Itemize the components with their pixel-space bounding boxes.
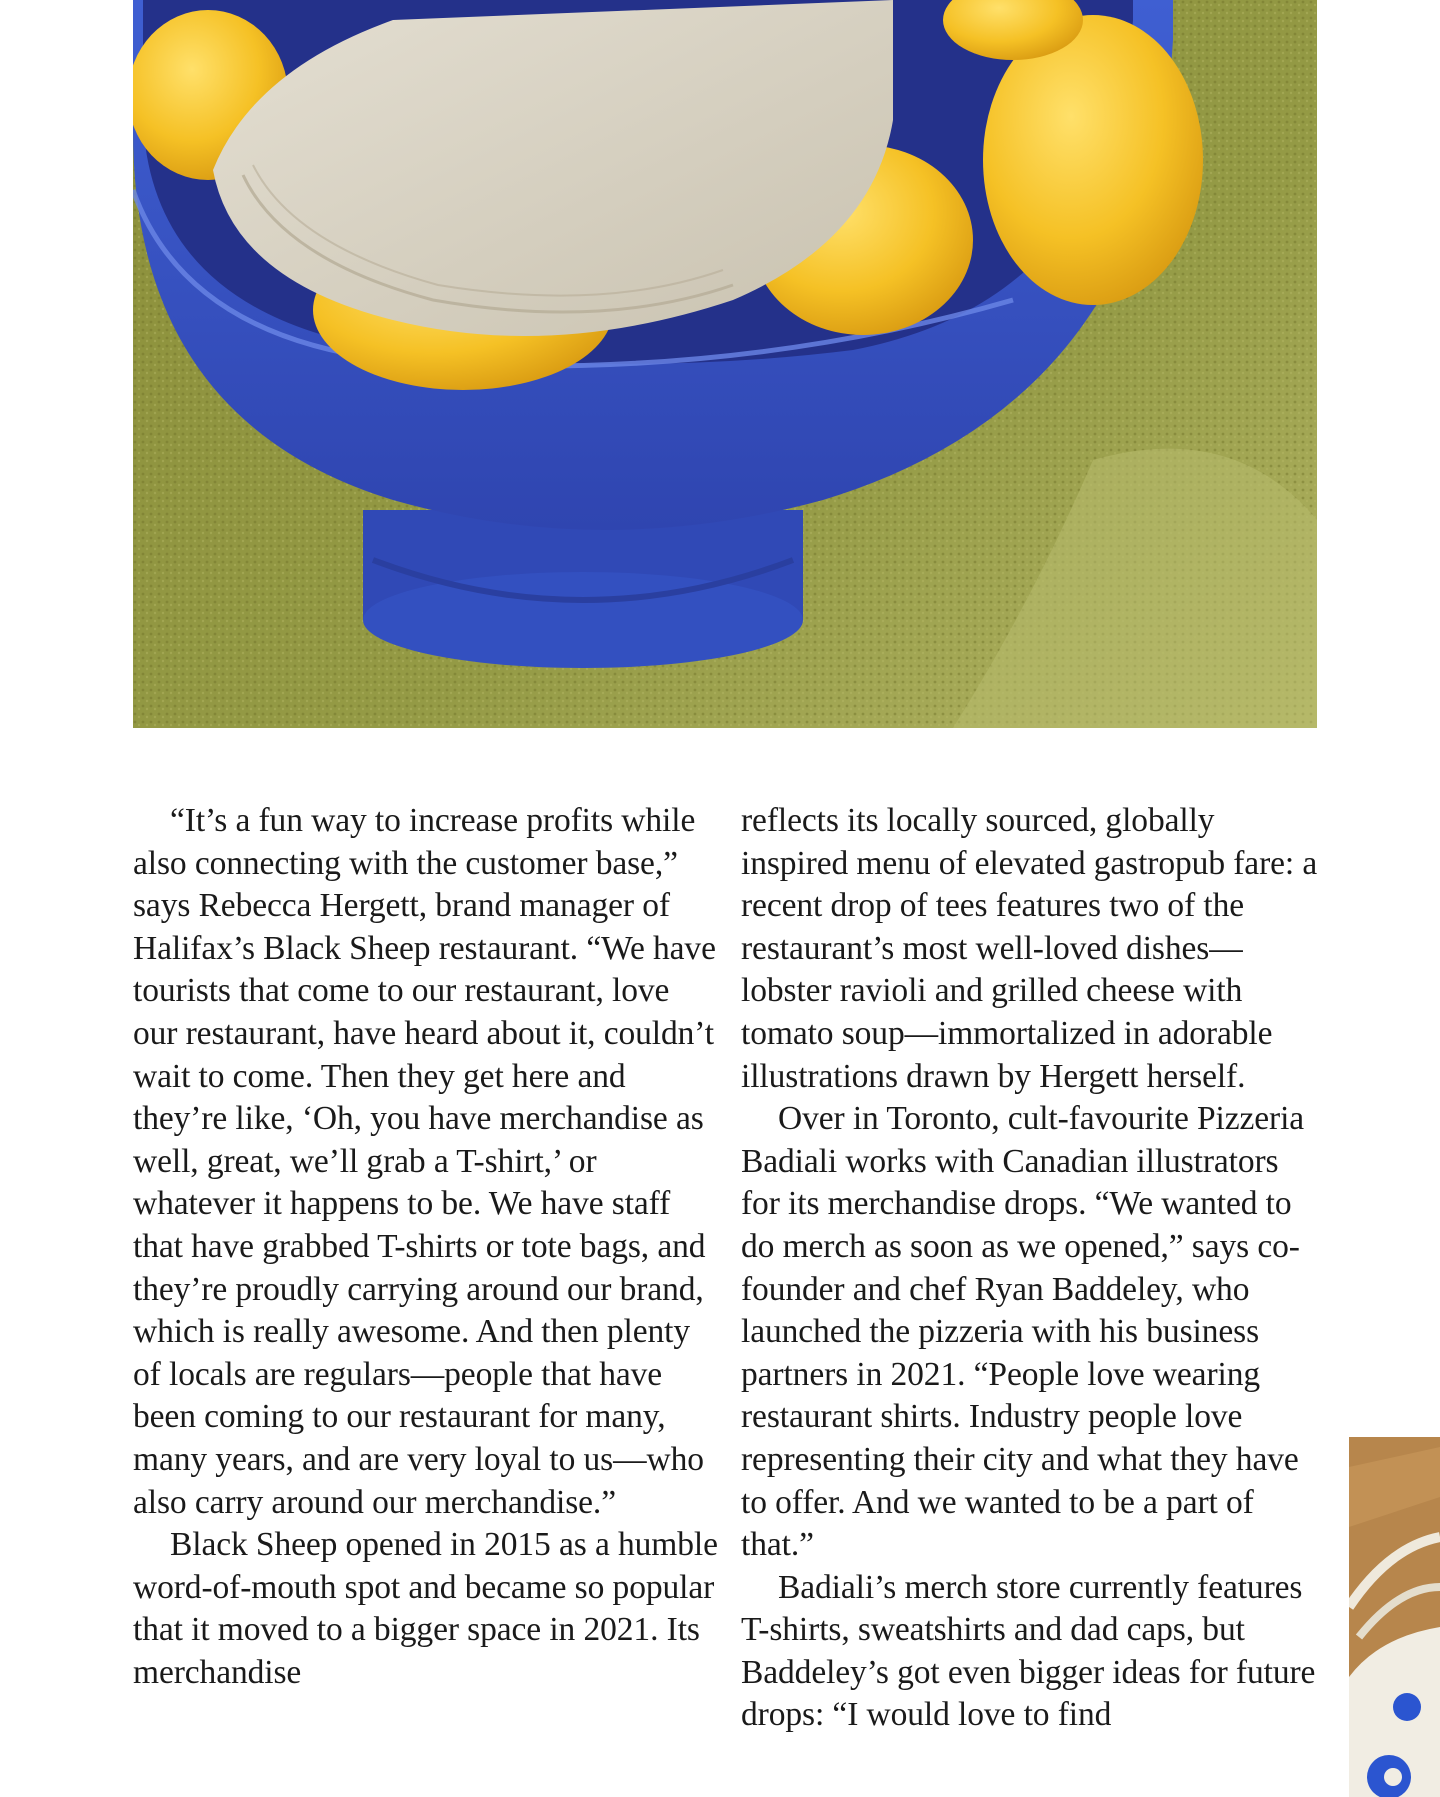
- article-paragraph: “It’s a fun way to increase profits while also connecting with the customer base,” says Rebecca Hergett, brand manager of Halifax’s Black Sheep restaurant. “We have tourists that come to our restaurant, love our restaurant, have heard about it, couldn’t wait to come. Then they get here and they’re like, ‘Oh, you have merchandise as well, great, we’ll grab a T-shirt,’ or whatever it happens to be. We have staff that have grabbed T-shirts or tote bags, and they’re proudly carrying around our brand, which is really awesome. And then plenty of locals are regulars—people that have been coming to our restaurant for many, many years, and are very loyal to us—who also carry around our merchandise.”: [133, 802, 716, 1521]
- article-left-column: [133, 800, 718, 1694]
- article-right-column: [741, 800, 1321, 1737]
- article-paragraph: Badiali’s merch store currently features T-shirts, sweatshirts and dad caps, but Baddeley’s got even bigger ideas for future drops: “I would love to find: [741, 1568, 1316, 1734]
- side-photo-tote-bag: [1349, 1437, 1440, 1797]
- article-paragraph: Over in Toronto, cult-favourite Pizzeria Badiali works with Canadian illustrators for its merchandise drops. “We wanted to do merch as soon as we opened,” says co-founder and chef Ryan Baddeley, who launched the pizzeria with his business partners in 2021. “People love wearing restaurant shirts. Industry people love representing their city and what they have to offer. And we wanted to be a part of that.”: [741, 1100, 1305, 1564]
- article-paragraph: Black Sheep opened in 2015 as a humble word-of-mouth spot and became so popular that it moved to a bigger space in 2021. Its merchandise: [133, 1526, 718, 1691]
- article-paragraph-continuation: reflects its locally sourced, globally inspired menu of elevated gastropub fare: a recent drop of tees features two of the restaurant’s most well-loved dishes—lobster ravioli and grilled cheese with tomato soup—immortalized in adorable illustrations drawn by Hergett herself.: [741, 802, 1318, 1095]
- bowl-foot: [363, 510, 803, 668]
- top-photo: [133, 0, 1317, 728]
